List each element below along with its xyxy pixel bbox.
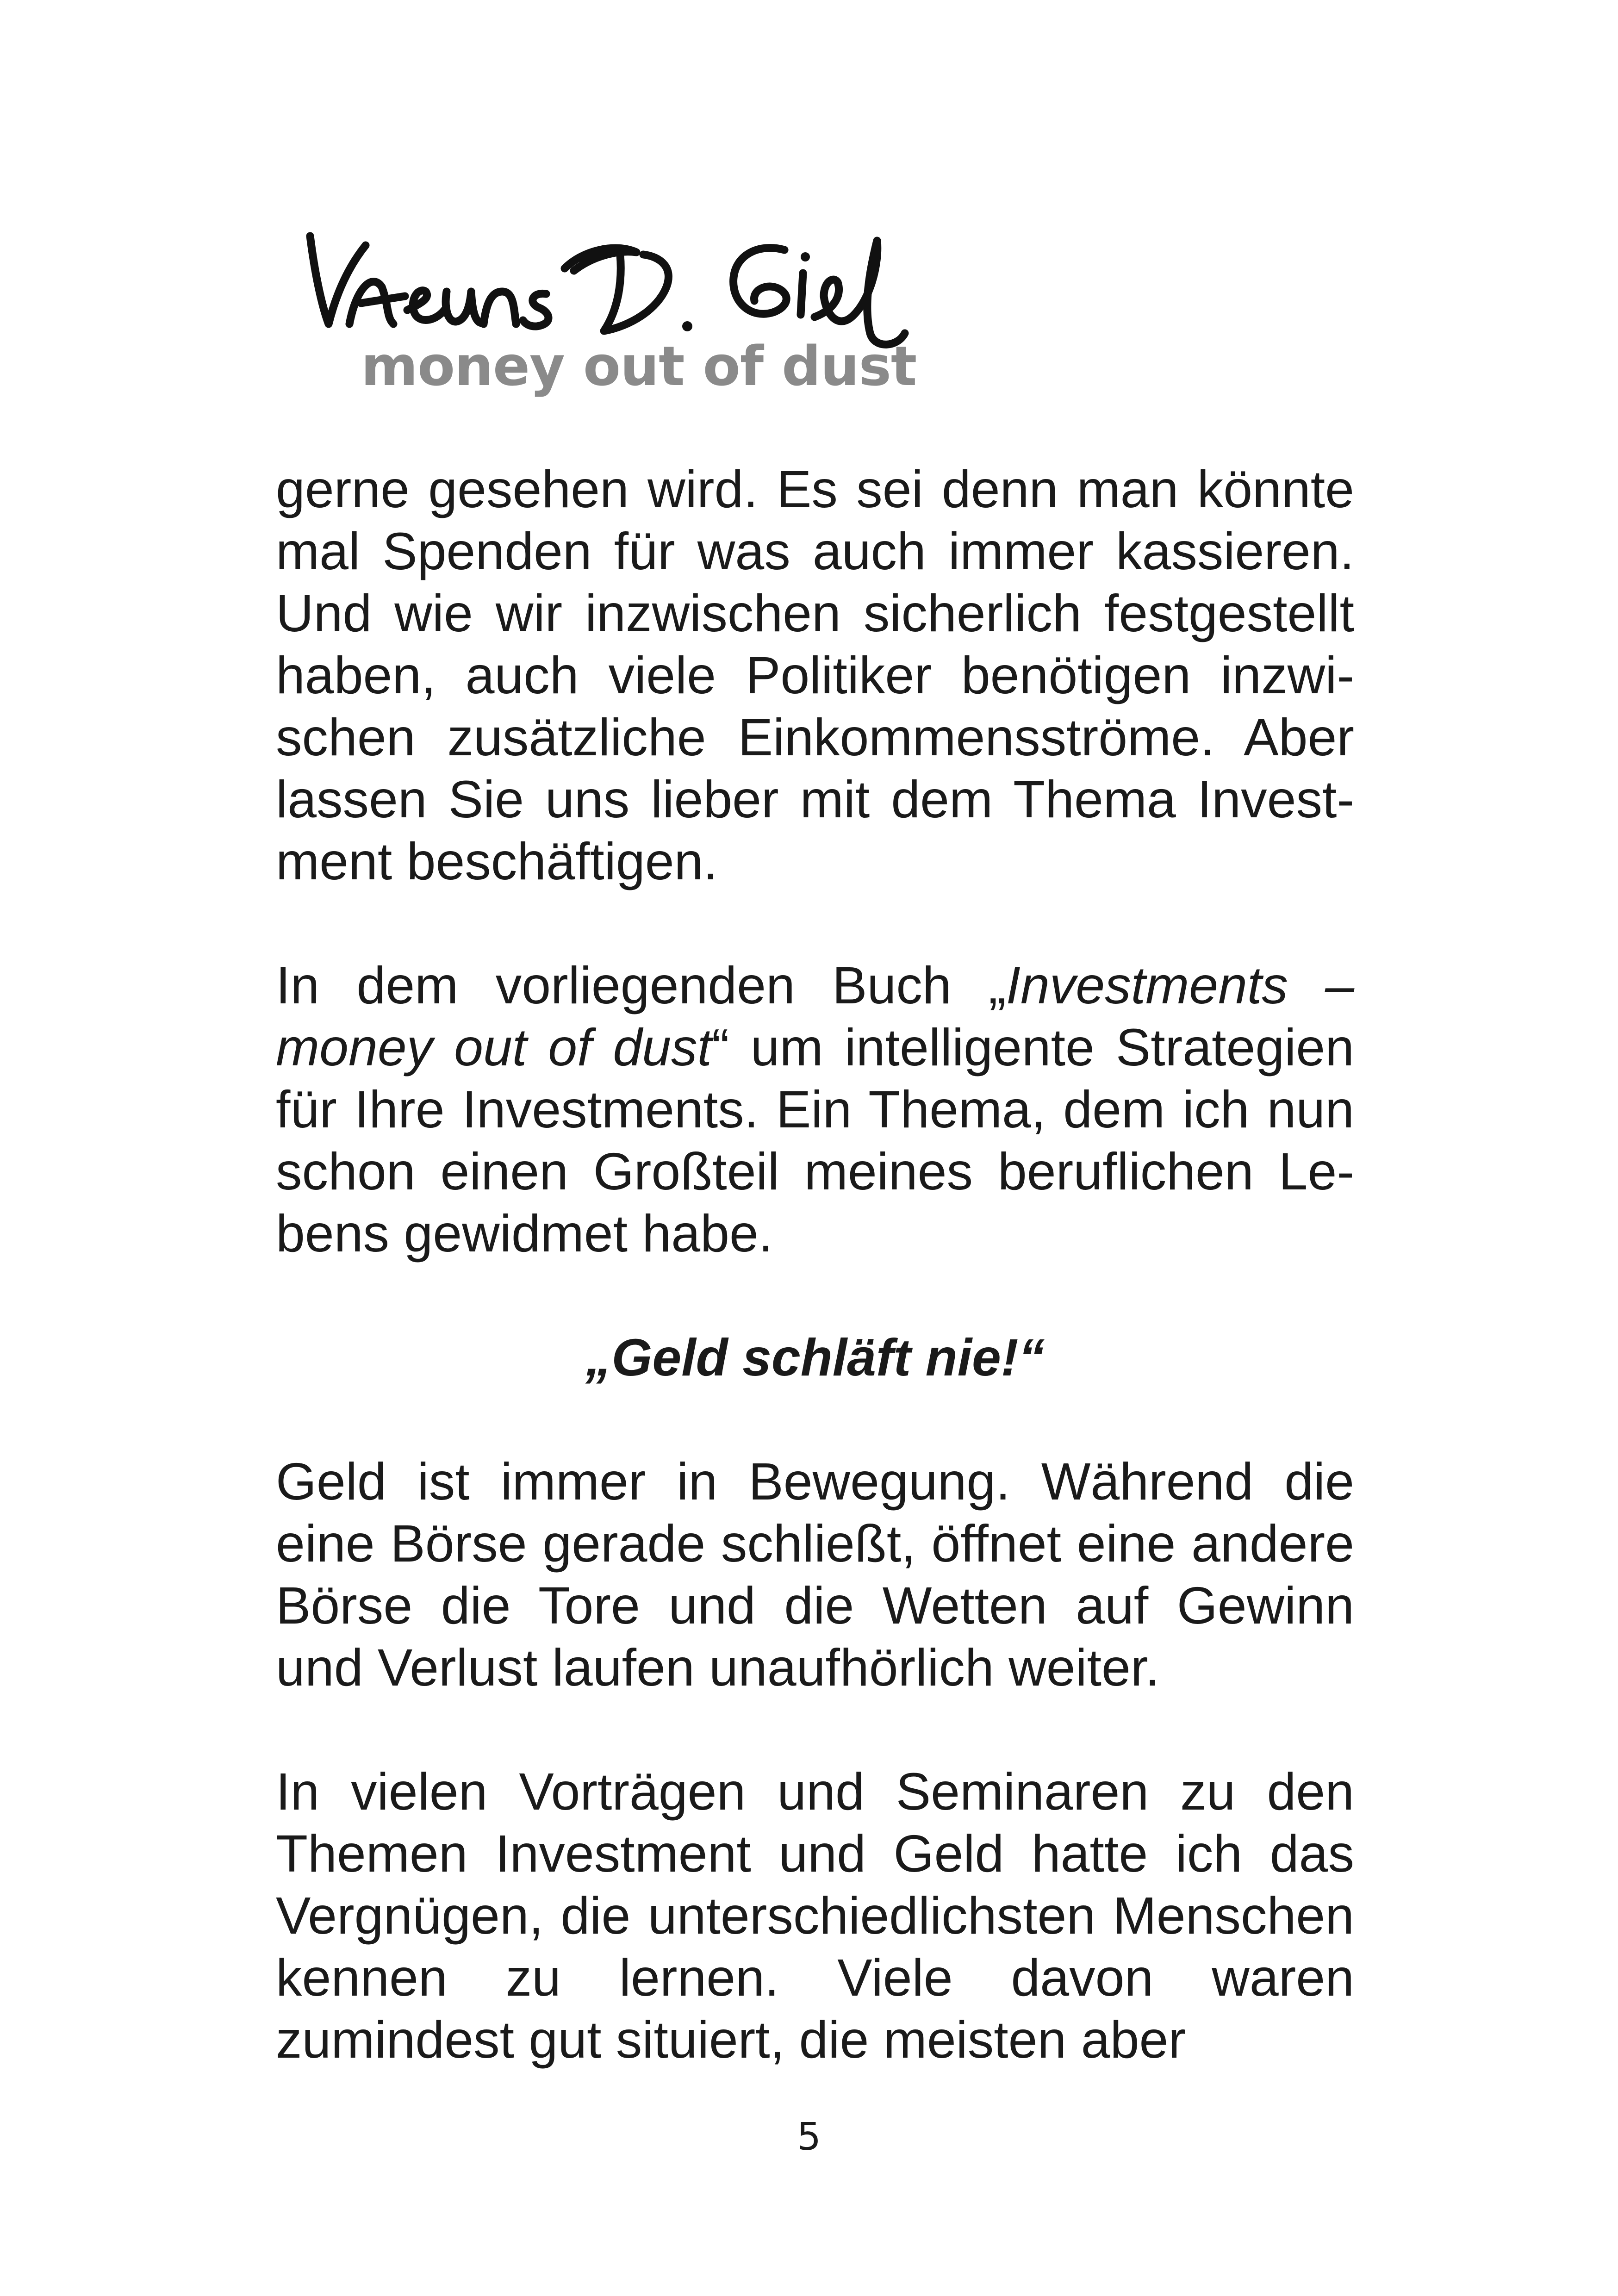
body-text bbox=[276, 458, 1354, 2071]
section-heading: „Geld schläft nie!“ bbox=[585, 1328, 1045, 1387]
page-number: 5 bbox=[797, 2115, 821, 2159]
paragraph-2 bbox=[276, 954, 1354, 1264]
paragraph-2-lead: In dem vorliegenden Buch „ bbox=[276, 956, 1006, 1014]
book-title: Investments – money out of dust bbox=[276, 956, 1355, 1076]
paragraph-4: In vielen Vorträgen und Seminaren zu den Themen Investment und Geld hatte ich das Vergnügen, die unterschiedlichsten Menschen kennen zu lernen. Viele davon waren zumindest gut situiert, die meisten aber bbox=[276, 1762, 1354, 2069]
tagline: money out of dust bbox=[361, 334, 917, 398]
paragraph-2-rest: “ um intelligente Strategien für Ihre Investments. Ein Thema, dem ich nun schon einen Großteil meines beruflichen Lebens gewidmet habe. bbox=[276, 1018, 1354, 1263]
paragraph-3: Geld ist immer in Bewegung. Während die eine Börse gerade schließt, öffnet eine andere Börse die Tore und die Wetten auf Gewinn und Verlust laufen unaufhörlich weiter. bbox=[276, 1452, 1354, 1697]
paragraph-1: gerne gesehen wird. Es sei denn man könnte mal Spenden für was auch immer kassieren. Und wie wir inzwischen sicherlich festgestellt haben, auch viele Politiker benötigen inzwischen zusätzliche Einkommensströme. Aber lassen Sie uns lieber mit dem Thema Investment beschäftigen. bbox=[276, 460, 1354, 890]
